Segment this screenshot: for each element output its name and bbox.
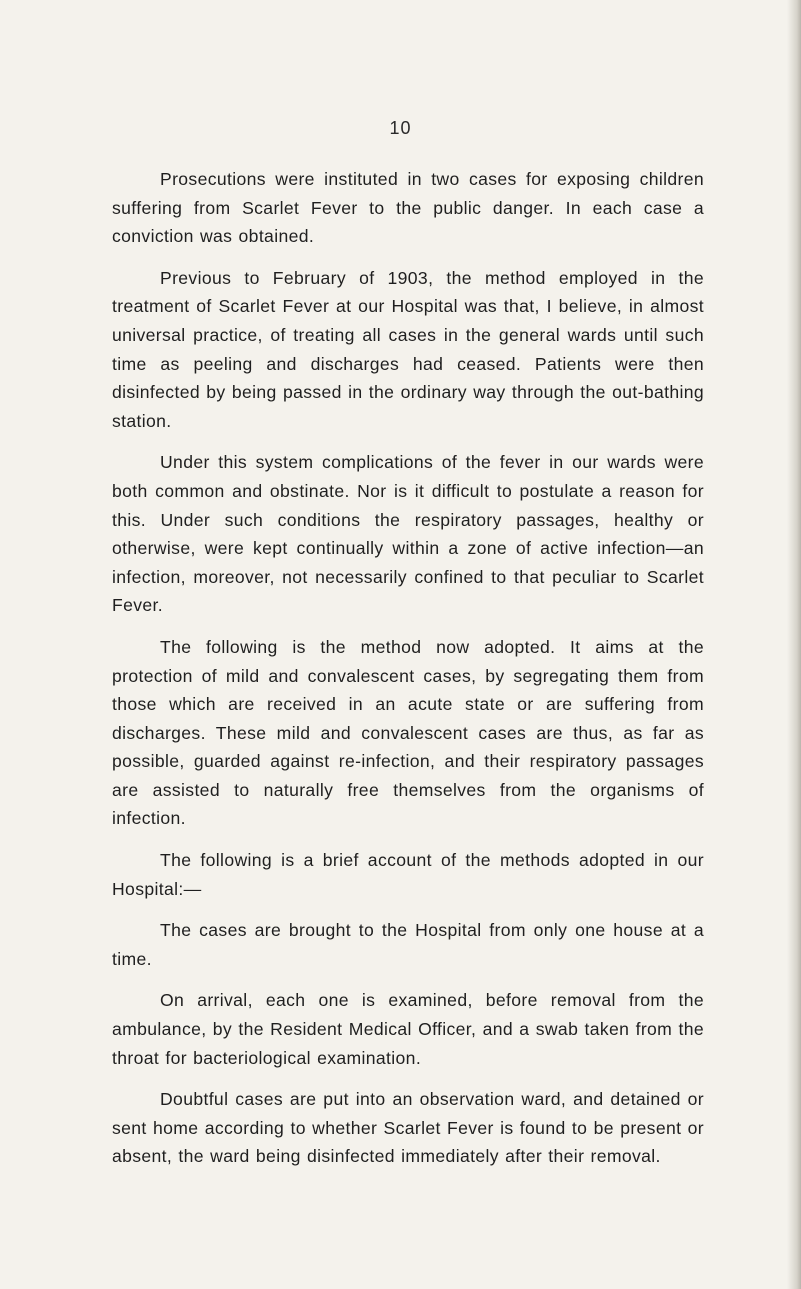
paragraph-complications: Under this system complications of the fever in our wards were both common and obstinate. Nor is it difficult to postulate a reason for this. Under such conditions the respiratory passages, healthy or otherwise, were kept continually within a zone of active infection—an infection, moreover, not necessarily confined to that peculiar to Scarlet Fever. <box>112 452 704 616</box>
paragraph-previous-method: Previous to February of 1903, the method employed in the treatment of Scarlet Fever at our Hospital was that, I believe, in almost universal practice, of treating all cases in the general wards until such time as peeling and discharges had ceased. Patients were then disinfected by being passed in the ordinary way through the out-bathing station. <box>112 267 704 431</box>
paragraph-one-house: The cases are brought to the Hospital from only one house at a time. <box>112 920 704 969</box>
body-text <box>112 165 704 1184</box>
page-edge-shadow <box>787 0 801 1289</box>
paragraph-prosecutions: Prosecutions were instituted in two cases for exposing children suffering from Scarlet Fever to the public danger. In each case a conviction was obtained. <box>112 169 704 247</box>
page-number: 10 <box>389 118 412 138</box>
paragraph-doubtful-cases: Doubtful cases are put into an observation ward, and detained or sent home according to whether Scarlet Fever is found to be present or absent, the ward being disinfected immediately after their removal. <box>112 1089 704 1167</box>
paragraph-arrival: On arrival, each one is examined, before removal from the ambulance, by the Resident Medical Officer, and a swab taken from the throat for bacteriological examination. <box>112 990 704 1068</box>
paragraph-new-method: The following is the method now adopted. It aims at the protection of mild and convalescent cases, by segregating them from those which are received in an acute state or are suffering from discharges. These mild and convalescent cases are thus, as far as possible, guarded against re-infection, and their respiratory passages are assisted to naturally free themselves from the organisms of infection. <box>112 636 704 829</box>
paragraph-brief-account: The following is a brief account of the methods adopted in our Hospital:— <box>112 850 704 899</box>
